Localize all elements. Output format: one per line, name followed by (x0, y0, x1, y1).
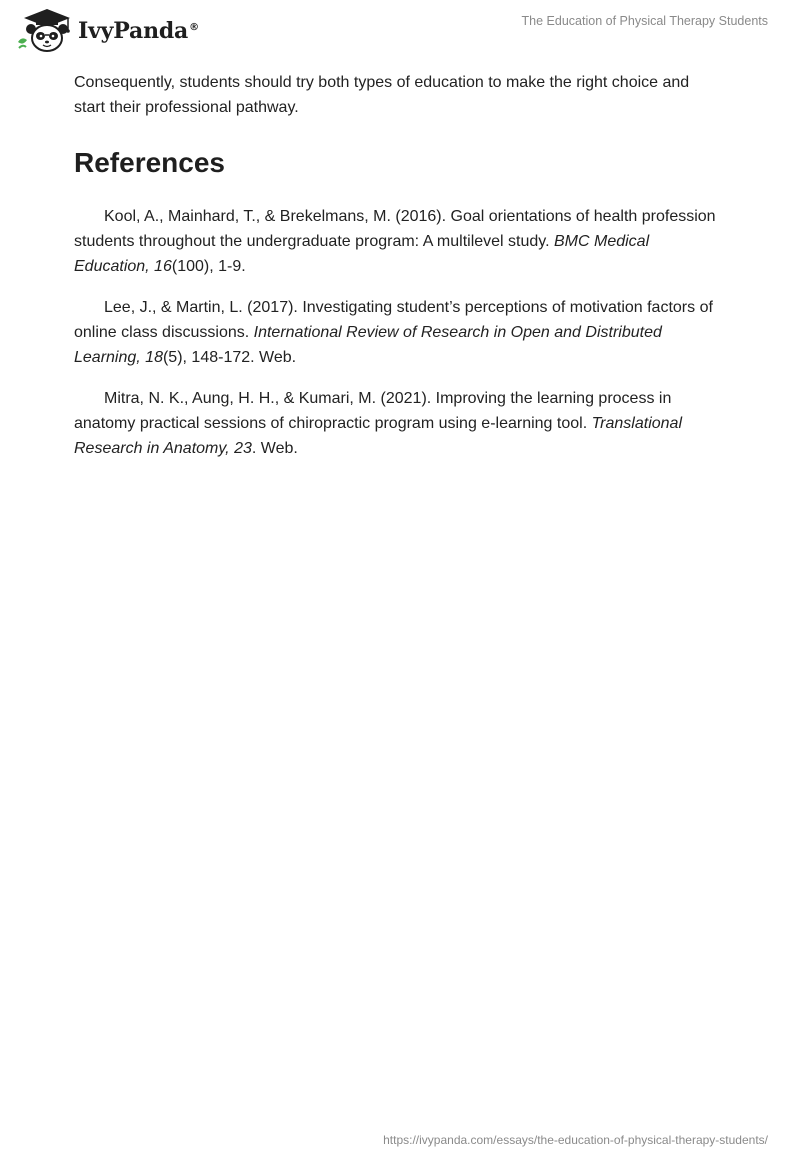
reference-source: International Review of Research in Open and Distributed Learning, 18 (74, 324, 662, 366)
brand-text: IvyPanda (78, 18, 189, 44)
intro-paragraph: Consequently, students should try both types of education to make the right choice and start their professional pathway. (74, 74, 690, 116)
panda-graduate-icon (14, 8, 76, 54)
reference-details: . Web. (251, 440, 298, 457)
footer-source-link[interactable]: https://ivypanda.com/essays/the-education-of-physical-therapy-students/ (383, 1133, 768, 1147)
reference-item (74, 295, 724, 370)
reference-text: Mitra, N. K., Aung, H. H., & Kumari, M. (2021). Improving the learning process in anatomy practical sessions of chiropractic program using e-learning tool. (74, 390, 672, 432)
ivypanda-logo[interactable] (14, 8, 199, 54)
page-header (0, 0, 800, 64)
brand-name (78, 18, 199, 44)
reference-item (74, 204, 724, 279)
reference-source: Translational Research in Anatomy, 23 (74, 415, 682, 457)
reference-text: Lee, J., & Martin, L. (2017). Investigating student’s perceptions of motivation factors of online class discussions. (74, 299, 713, 341)
reference-source: BMC Medical Education, 16 (74, 233, 650, 275)
reference-details: (100), 1-9. (171, 258, 246, 275)
page-content (74, 70, 724, 477)
references-heading: References (74, 147, 225, 178)
reference-text: Kool, A., Mainhard, T., & Brekelmans, M. (2016). Goal orientations of health profession students throughout the undergraduate program: A multilevel study. (74, 208, 716, 250)
reference-details: (5), 148-172. Web. (162, 349, 297, 366)
document-title: The Education of Physical Therapy Students (521, 14, 768, 28)
reference-item (74, 386, 724, 461)
registered-mark: ® (189, 21, 199, 33)
